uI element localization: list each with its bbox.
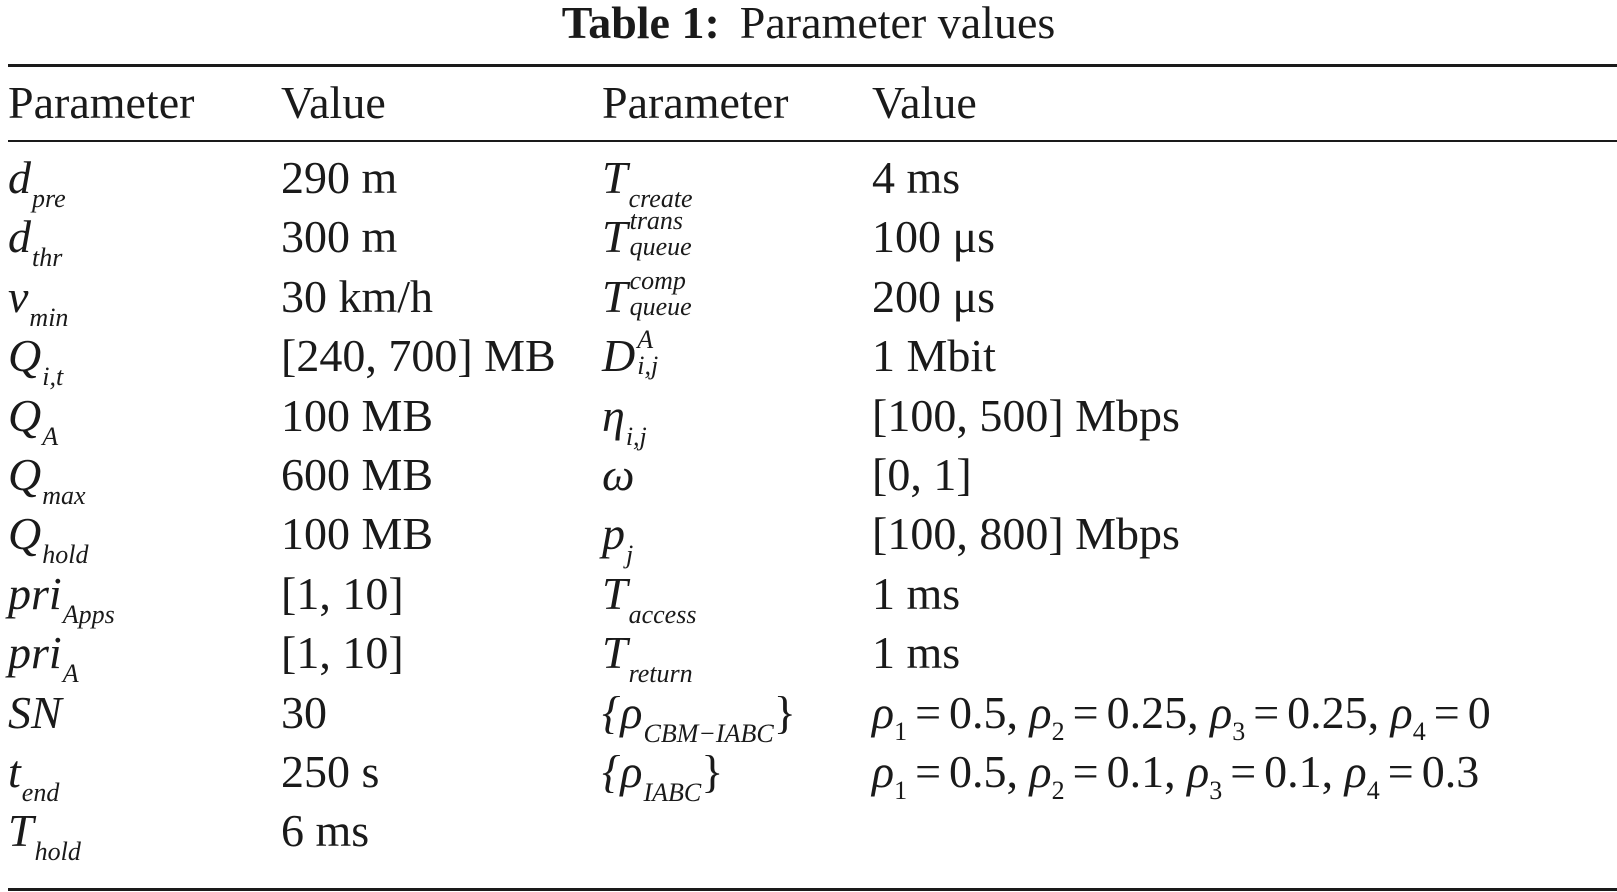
comma: , (1367, 687, 1380, 738)
parameter-subscript: access (628, 600, 697, 629)
parameter-symbol: Q (8, 449, 42, 500)
value-cell: [1, 10] (281, 568, 404, 619)
parameter-symbol: t (8, 746, 21, 797)
parameter-cell (8, 687, 62, 738)
value-cell: 6 ms (281, 805, 370, 856)
parameter-subscript: j (626, 540, 634, 569)
parameter-symbol: T (602, 627, 628, 678)
value-cell: 600 MB (281, 449, 434, 500)
comma: , (1006, 746, 1019, 797)
parameter-symbol: Q (8, 508, 42, 559)
parameter-cell (602, 266, 692, 326)
column-header-parameter-right: Parameter (602, 77, 789, 128)
comma: , (1187, 687, 1199, 738)
parameter-symbol: T (602, 152, 628, 203)
parameter-symbol: T (602, 271, 628, 322)
parameter-symbol: T (602, 568, 628, 619)
parameter-brace: } (773, 687, 796, 738)
value-cell: 200 μs (872, 271, 996, 322)
rho-value: 0.1 (1264, 746, 1322, 797)
table-caption-label: Table 1: (561, 0, 720, 48)
parameter-subscript: IABC (643, 778, 702, 807)
table-bottom-rule (8, 888, 1617, 891)
parameter-cell (8, 449, 86, 510)
value-cell: 100 MB (281, 508, 434, 559)
parameter-cell (602, 746, 724, 807)
equals-sign: = (1387, 746, 1414, 797)
table-header-rule (8, 140, 1617, 142)
parameter-subscript: queue (629, 232, 692, 261)
equals-sign: = (1072, 746, 1099, 797)
parameter-cell (602, 508, 634, 569)
rho-symbol: ρ (1029, 746, 1052, 797)
value-cell (872, 687, 1491, 746)
value-cell: 290 m (281, 152, 398, 203)
rho-value: 0.25 (1287, 687, 1368, 738)
value-cell: 30 km/h (281, 271, 434, 322)
parameter-symbol: p (602, 508, 625, 559)
rho-value: 0.1 (1106, 746, 1165, 797)
rho-index: 4 (1412, 717, 1426, 746)
parameter-cell (8, 508, 89, 569)
rho-index: 2 (1051, 717, 1065, 746)
parameter-symbol: Q (8, 390, 42, 441)
value-cell: 1 ms (872, 568, 961, 619)
parameter-cell (602, 568, 697, 629)
parameter-cell (8, 211, 63, 272)
equals-sign: = (1433, 687, 1460, 738)
value-cell (872, 746, 1480, 805)
value-cell: [100, 500] Mbps (872, 390, 1180, 441)
rho-symbol: ρ (872, 687, 895, 738)
parameter-cell (8, 805, 81, 866)
parameter-cell (8, 390, 59, 451)
parameter-script (630, 208, 692, 260)
column-header-value-right: Value (872, 77, 977, 128)
comma: , (1321, 746, 1334, 797)
parameter-cell (602, 152, 693, 213)
parameter-cell (8, 627, 79, 688)
parameter-subscript: A (42, 422, 59, 451)
value-cell: [0, 1] (872, 449, 972, 500)
parameter-cell (602, 627, 693, 688)
rho-value: 0.5 (949, 746, 1007, 797)
equals-sign: = (1230, 746, 1257, 797)
parameter-symbol: d (8, 211, 31, 262)
value-cell: [100, 800] Mbps (872, 508, 1180, 559)
equals-sign: = (915, 687, 942, 738)
value-cell: 100 μs (872, 211, 996, 262)
rho-value: 0 (1467, 687, 1491, 738)
parameter-subscript: pre (32, 184, 66, 213)
parameter-symbol: T (8, 805, 34, 856)
parameter-cell (8, 152, 66, 213)
parameter-symbol: {ρ (602, 746, 643, 797)
parameter-subscript: thr (32, 243, 63, 272)
rho-value: 0.3 (1421, 746, 1480, 797)
parameter-symbol: pri (8, 568, 62, 619)
value-cell: 300 m (281, 211, 398, 262)
parameter-cell (602, 390, 647, 451)
value-cell: 30 (281, 687, 327, 738)
rho-index: 1 (894, 717, 908, 746)
rho-index: 4 (1366, 776, 1380, 805)
rho-index: 3 (1232, 717, 1246, 746)
parameter-symbol: η (602, 390, 625, 441)
rho-value: 0.5 (949, 687, 1007, 738)
equals-sign: = (1072, 687, 1099, 738)
equals-sign: = (915, 746, 942, 797)
value-cell: 250 s (281, 746, 380, 797)
parameter-script (630, 268, 692, 320)
value-cell: 4 ms (872, 152, 961, 203)
value-cell: 1 Mbit (872, 330, 996, 381)
parameter-cell (8, 568, 115, 629)
column-header-value-left: Value (281, 77, 386, 128)
rho-symbol: ρ (1390, 687, 1413, 738)
rho-symbol: ρ (1344, 746, 1367, 797)
parameter-subscript: Apps (62, 600, 115, 629)
value-cell: [1, 10] (281, 627, 404, 678)
parameter-subscript: queue (629, 292, 692, 321)
rho-symbol: ρ (1187, 746, 1210, 797)
parameter-symbol: ω (602, 449, 635, 500)
parameter-cell (602, 206, 692, 266)
parameter-subscript: i,j (625, 422, 647, 451)
parameter-cell (602, 325, 659, 385)
parameter-script (637, 327, 658, 379)
parameter-subscript: return (628, 659, 693, 688)
column-header-parameter-left: Parameter (8, 77, 195, 128)
parameter-brace: } (701, 746, 724, 797)
parameter-symbol: {ρ (602, 687, 643, 738)
parameter-symbol: Q (8, 330, 42, 381)
parameter-cell (602, 687, 796, 748)
rho-value: 0.25 (1106, 687, 1188, 738)
parameter-symbol: SN (8, 687, 62, 738)
parameter-subscript: i,j (637, 351, 659, 380)
parameter-symbol: pri (8, 627, 62, 678)
parameter-superscript: comp (629, 266, 686, 295)
value-cell: 1 ms (872, 627, 961, 678)
parameter-cell (8, 330, 64, 391)
rho-symbol: ρ (1029, 687, 1052, 738)
comma: , (1006, 687, 1019, 738)
parameter-symbol: D (602, 330, 636, 381)
rho-index: 2 (1051, 776, 1065, 805)
parameter-cell (602, 449, 635, 500)
parameter-subscript: create (628, 184, 693, 213)
comma: , (1164, 746, 1176, 797)
parameter-cell (8, 746, 60, 807)
parameter-subscript: hold (42, 540, 89, 569)
parameter-superscript: trans (629, 206, 684, 235)
value-cell: [240, 700] MB (281, 330, 556, 381)
equals-sign: = (1253, 687, 1280, 738)
parameter-symbol: T (602, 211, 628, 262)
parameter-symbol: d (8, 152, 31, 203)
value-cell: 100 MB (281, 390, 434, 441)
parameter-subscript: CBM−IABC (643, 719, 774, 748)
parameter-cell (8, 271, 69, 332)
table-caption (0, 0, 1617, 46)
rho-index: 3 (1209, 776, 1223, 805)
rho-symbol: ρ (872, 746, 895, 797)
parameter-subscript: max (42, 481, 86, 510)
rho-symbol: ρ (1210, 687, 1233, 738)
parameter-subscript: A (62, 659, 79, 688)
parameter-subscript: i,t (42, 362, 64, 391)
rho-index: 1 (894, 776, 908, 805)
table-top-rule (8, 64, 1617, 67)
parameter-superscript: A (637, 325, 654, 354)
parameter-symbol: v (8, 271, 29, 322)
parameter-subscript: end (21, 778, 60, 807)
parameter-subscript: min (29, 303, 69, 332)
table-caption-text: Parameter values (739, 0, 1056, 48)
parameter-subscript: hold (34, 837, 81, 866)
